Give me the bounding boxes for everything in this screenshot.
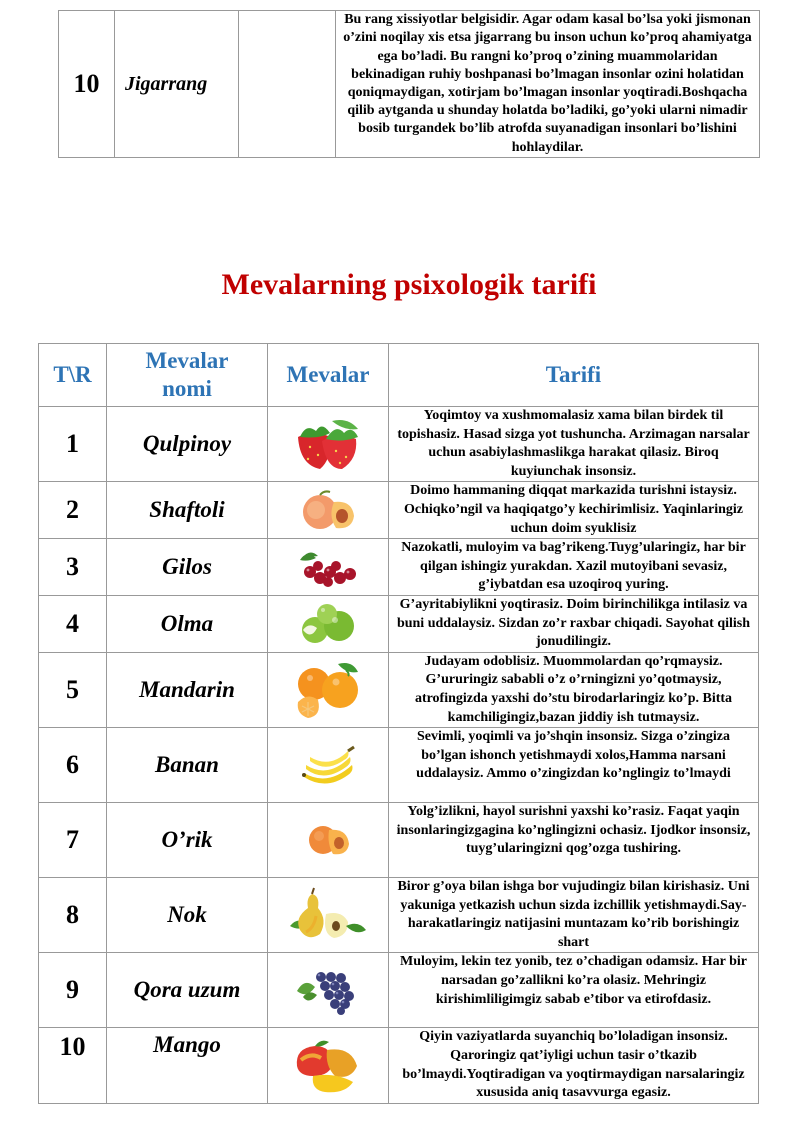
- fruit-image-cell: [268, 407, 389, 482]
- fruit-name: Nok: [107, 878, 268, 953]
- pear-icon: [286, 886, 370, 944]
- fruit-description: Yolg’izlikni, hayol surishni yaxshi ko’rasiz. Faqat yaqin insonlaringizgagina ko’nglingizni ochasiz. Ijodkor insonsiz, tuyg’ularingizni qog’ozga tushiring.: [389, 803, 759, 878]
- fruit-name: Mandarin: [107, 652, 268, 727]
- fruit-image-cell: [268, 878, 389, 953]
- table-row: [39, 878, 759, 953]
- fruit-image-cell: [268, 652, 389, 727]
- fruit-image-cell: [268, 803, 389, 878]
- fruit-description: Qiyin vaziyatlarda suyanchiq bo’loladigan insonsiz. Qaroringiz qat’iyligi uchun tasir o’tkazib bo’lmaydi.Yoqtiradigan va yoqtirmaydigan narsalaringiz xususida aniq tasavvurga egasiz.: [389, 1028, 759, 1103]
- table-row: [39, 407, 759, 482]
- table-row: [39, 539, 759, 596]
- row-number: 8: [39, 878, 107, 953]
- peach-icon: [298, 488, 358, 532]
- table-row: [39, 1028, 759, 1103]
- fruit-name: Banan: [107, 728, 268, 803]
- apricot-icon: [303, 820, 353, 860]
- fruit-description: Yoqimtoy va xushmomalasiz xama bilan birdek til topishasiz. Hasad sizga yot tushuncha. Arzimagan narsalar uchun asabiylashmaslikga harakat qilasiz. Biroq kuyiunchak insonsiz.: [389, 407, 759, 482]
- fruit-name: Qora uzum: [107, 953, 268, 1028]
- header-fruit-name: [107, 344, 268, 407]
- fruit-image-cell: [268, 595, 389, 652]
- fruit-name: Qulpinoy: [107, 407, 268, 482]
- row-number: 1: [39, 407, 107, 482]
- fruit-image-cell: [268, 539, 389, 596]
- empty-cell: [239, 11, 336, 158]
- row-number: 7: [39, 803, 107, 878]
- banana-icon: [298, 743, 358, 787]
- header-fruit-image: Mevalar: [268, 344, 389, 407]
- row-number: 5: [39, 652, 107, 727]
- fruit-description: Judayam odoblisiz. Muommolardan qo’rqmaysiz. G’ururingiz sababli o’z o’rningizni yo’qotmaysiz, atrofingizda yaxshi do’stu birodarlaringiz ko’p. Bitta kamchiligingiz,bazan jiddiy ish tutmaysiz.: [389, 652, 759, 727]
- fruit-description: Biror g’oya bilan ishga bor vujudingiz bilan kirishasiz. Uni yakuniga yetkazish uchun sizda izchillik yetishmaydi.Say- harakatlaringiz natijasini muntazam ko’rib borishingiz shart: [389, 878, 759, 953]
- table-row: [39, 728, 759, 803]
- table-header-row: [39, 344, 759, 407]
- header-description: Tarifi: [389, 344, 759, 407]
- fruit-description: Doimo hammaning diqqat markazida turishni istaysiz. Ochiqko’ngil va haqiqatgo’y kechirimlisiz. Yaqinlaringiz uchun doim syuklisiz: [389, 482, 759, 539]
- table-row: [39, 595, 759, 652]
- fruit-image-cell: [268, 1028, 389, 1103]
- fruit-image-cell: [268, 728, 389, 803]
- apple-icon: [295, 600, 361, 648]
- header-fruit-name-line1: Mevalar: [145, 348, 229, 373]
- fruit-image-cell: [268, 482, 389, 539]
- fruit-name: O’rik: [107, 803, 268, 878]
- fruit-psychology-table: [38, 343, 759, 1104]
- fruit-name: Olma: [107, 595, 268, 652]
- mandarin-icon: [288, 658, 368, 722]
- header-fruit-name-line2: nomi: [162, 376, 212, 401]
- color-description: Bu rang xissiyotlar belgisidir. Agar odam kasal bo’lsa yoki jismonan o’zini noqilay xis etsa jigarrang bu inson uchun ko’proq ahamiyatga ega bo’ladi. Bu rangni ko’proq o’zining muammolaridan bekinadigan ruhiy boshpanasi bo’lmagan insonlar ozini holatidan qoniqmaydigan, xotirjam bo’lmagan insonlar yoqtiradi.Boshqacha qilib aytganda u shunday holatda bo’ladiki, go’yoki ularni nimadir bosib turgandek bo’lib atrofda suyanadigan insonlari bo’lishini hohlaydilar.: [336, 11, 760, 158]
- row-number: 10: [39, 1028, 107, 1103]
- fruit-name: Gilos: [107, 539, 268, 596]
- section-heading: Mevalarning psixologik tarifi: [221, 268, 597, 301]
- fruit-image-cell: [268, 953, 389, 1028]
- mango-icon: [291, 1036, 365, 1096]
- row-number: 3: [39, 539, 107, 596]
- row-number: 6: [39, 728, 107, 803]
- fruit-name: Mango: [107, 1028, 268, 1103]
- row-number: 10: [59, 11, 115, 158]
- strawberry-icon: [292, 415, 364, 473]
- header-number: T\R: [39, 344, 107, 407]
- fruit-description: Sevimli, yoqimli va jo’shqin insonsiz. Sizga o’zingiza bo’lgan ishonch yetishmaydi xolos,Hamma narsani uddalaysiz. Ammo o’zingizdan ko’nglingiz to’lmaydi: [389, 728, 759, 803]
- fruit-name: Shaftoli: [107, 482, 268, 539]
- row-number: 4: [39, 595, 107, 652]
- fruit-description: Muloyim, lekin tez yonib, tez o’chadigan odamsiz. Har bir narsadan go’zallikni ko’ra olasiz. Mehringiz kirishimliligimgiz sabab e’tibor va etirofdasiz.: [389, 953, 759, 1028]
- color-name: Jigarrang: [115, 11, 239, 158]
- table-row: [39, 953, 759, 1028]
- table-row: [39, 652, 759, 727]
- row-number: 9: [39, 953, 107, 1028]
- grapes-icon: [295, 965, 361, 1015]
- cherry-icon: [296, 546, 360, 588]
- row-number: 2: [39, 482, 107, 539]
- table-row: [39, 482, 759, 539]
- table-row: [59, 11, 760, 158]
- fruit-description: G’ayritabiylikni yoqtirasiz. Doim birinchilikga intilasiz va buni uddalaysiz. Sizdan zo’r raxbar chiqadi. Sayohat qilish jonudilingiz.: [389, 595, 759, 652]
- fruit-description: Nazokatli, muloyim va bag’rikeng.Tuyg’ularingiz, har bir qilgan ishingiz yurakdan. Xazil mutoyibani sevasiz, g’iybatdan esa uzoqiroq yuring.: [389, 539, 759, 596]
- table-row: [39, 803, 759, 878]
- previous-table-last-row: [58, 10, 760, 158]
